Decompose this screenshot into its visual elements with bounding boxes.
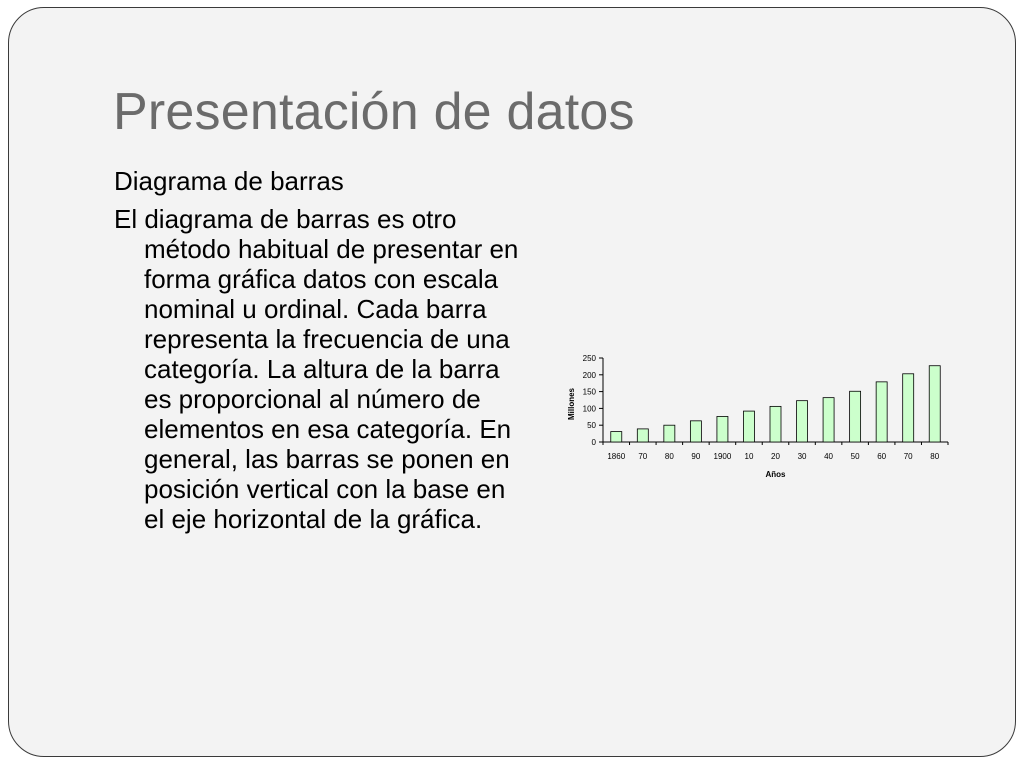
- x-tick-label: 10: [744, 452, 754, 461]
- slide-title: Presentación de datos: [113, 83, 635, 141]
- slide-paragraph: El diagrama de barras es otro método habitual de presentar en forma gráfica datos con escala nominal u ordinal. Cada barra representa la frecuencia de una categoría. La altura de la barra es proporcional al número de elementos en esa categoría. En general, las barras se ponen en posición vertical con la base en el eje horizontal de la gráfica.: [114, 204, 519, 534]
- x-tick-label: 70: [638, 452, 648, 461]
- bar-chart: [560, 350, 960, 485]
- x-axis-title: Años: [765, 470, 786, 479]
- x-tick-label: 1900: [713, 452, 732, 461]
- bar-50: [850, 391, 861, 442]
- bar-60: [876, 382, 887, 442]
- x-tick-label: 30: [797, 452, 807, 461]
- x-tick-label: 70: [903, 452, 913, 461]
- bar-10: [743, 411, 754, 442]
- bar-40: [823, 398, 834, 442]
- y-tick-label: 200: [582, 370, 596, 380]
- bar-80: [664, 425, 675, 442]
- bar-70: [903, 374, 914, 442]
- x-tick-label: 60: [877, 452, 887, 461]
- x-tick-label: 20: [771, 452, 780, 461]
- y-tick-label: 50: [587, 421, 596, 431]
- bar-1900: [717, 416, 728, 442]
- bar-30: [797, 401, 808, 442]
- slide-subtitle: Diagrama de barras: [114, 166, 344, 196]
- bar-20: [770, 406, 781, 442]
- y-tick-label: 100: [582, 404, 596, 414]
- x-tick-label: 90: [691, 452, 701, 461]
- x-tick-label: 50: [850, 452, 860, 461]
- bar-80: [929, 366, 940, 442]
- body-text: [114, 166, 524, 534]
- y-tick-label: 150: [582, 387, 596, 397]
- x-tick-label: 80: [664, 452, 674, 461]
- bar-90: [690, 421, 701, 442]
- x-tick-label: 40: [824, 452, 834, 461]
- y-axis-title: Millones: [567, 387, 576, 421]
- y-tick-label: 250: [582, 354, 596, 363]
- y-tick-label: 0: [591, 438, 596, 447]
- bar-70: [637, 429, 648, 442]
- x-tick-label: 1860: [607, 452, 626, 461]
- bar-1860: [611, 432, 622, 442]
- x-tick-label: 80: [930, 452, 940, 461]
